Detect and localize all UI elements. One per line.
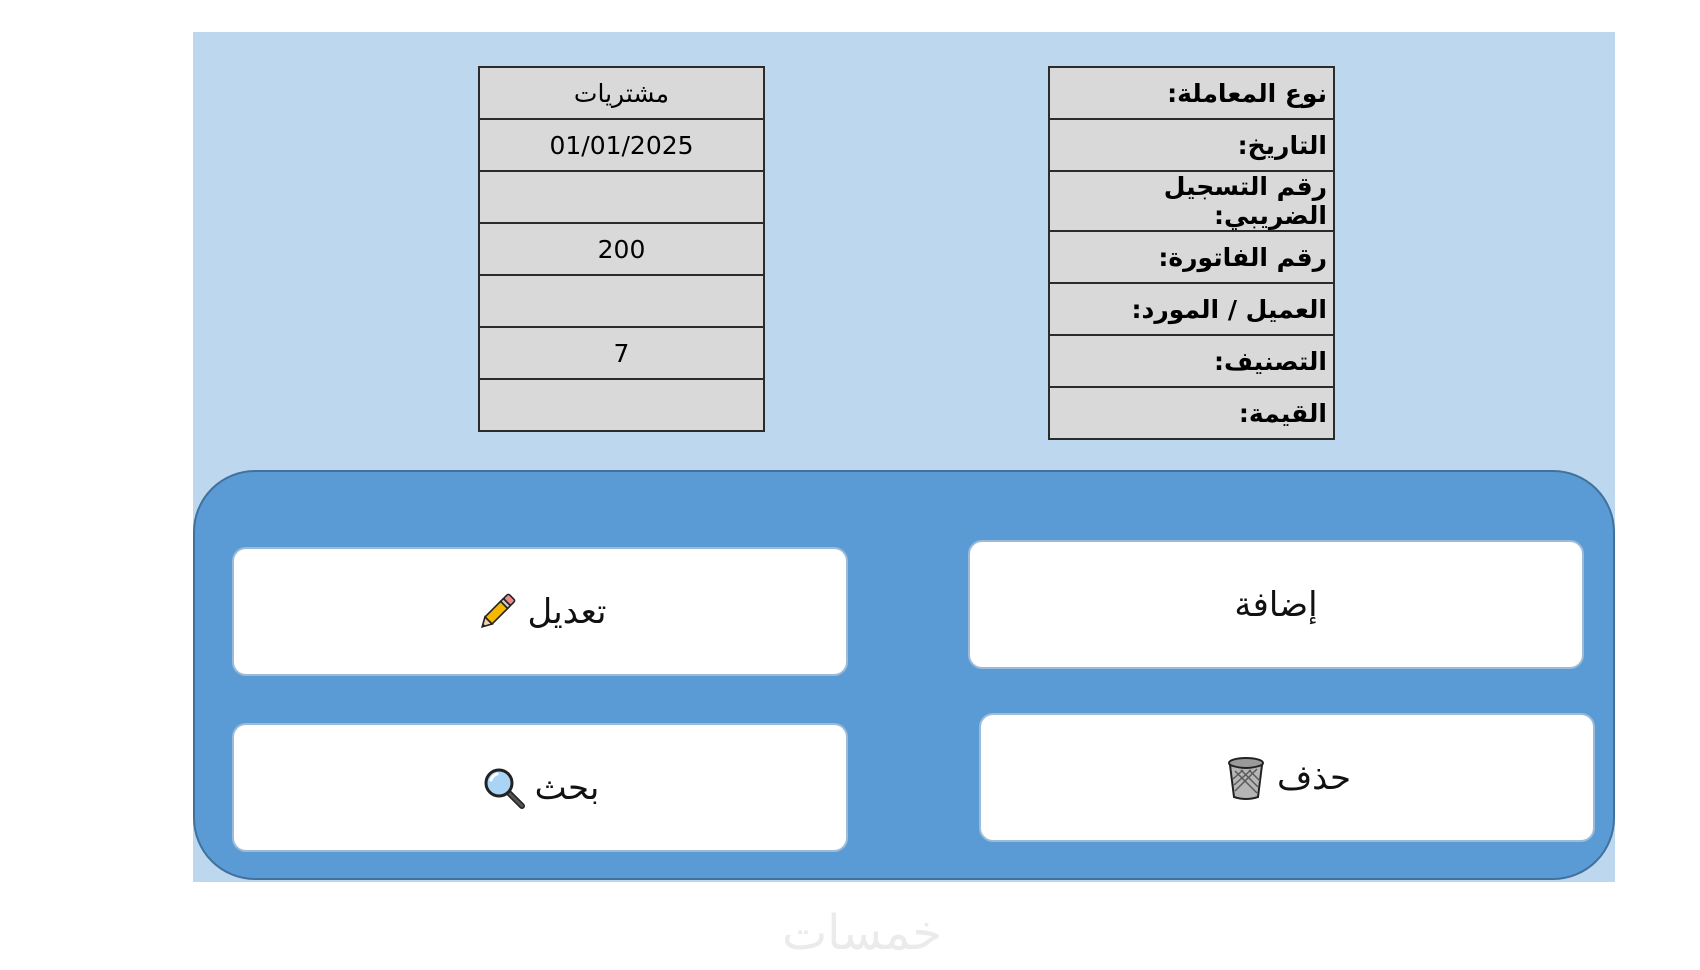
table-row — [479, 327, 764, 379]
label-value: :القيمة — [1049, 387, 1334, 439]
edit-button-label: تعديل — [527, 591, 607, 632]
search-button-label: بحث — [534, 767, 600, 808]
label-customer-supplier: العميل / المورد: — [1049, 283, 1334, 335]
field-customer-supplier[interactable] — [479, 275, 764, 327]
form-values-table — [478, 66, 765, 432]
edit-button[interactable] — [232, 547, 848, 676]
field-invoice-number[interactable]: 200 — [479, 223, 764, 275]
field-tax-number[interactable] — [479, 171, 764, 223]
field-transaction-type[interactable]: مشتريات — [479, 67, 764, 119]
table-row — [1049, 335, 1334, 387]
trash-can-icon — [1223, 755, 1269, 801]
delete-button-label: حذف — [1276, 757, 1352, 798]
label-invoice-number: رقم الفاتورة: — [1049, 231, 1334, 283]
table-row — [479, 275, 764, 327]
label-category: التصنيف: — [1049, 335, 1334, 387]
label-transaction-type: نوع المعاملة: — [1049, 67, 1334, 119]
magnifier-icon — [481, 765, 527, 811]
pencil-icon — [474, 589, 520, 635]
field-value[interactable] — [479, 379, 764, 431]
add-button[interactable] — [968, 540, 1584, 669]
table-row — [479, 223, 764, 275]
table-row — [1049, 119, 1334, 171]
field-date[interactable]: 01/01/2025 — [479, 119, 764, 171]
table-row — [479, 67, 764, 119]
table-row — [1049, 67, 1334, 119]
table-row — [1049, 171, 1334, 231]
label-date: التاريخ: — [1049, 119, 1334, 171]
form-labels-table — [1048, 66, 1335, 440]
table-row — [1049, 231, 1334, 283]
table-row — [479, 379, 764, 431]
watermark: خمسات — [781, 905, 943, 961]
add-button-label: إضافة — [1234, 584, 1318, 625]
search-button[interactable] — [232, 723, 848, 852]
table-row — [479, 119, 764, 171]
delete-button[interactable] — [979, 713, 1595, 842]
table-row — [1049, 283, 1334, 335]
table-row — [479, 171, 764, 223]
field-category[interactable]: 7 — [479, 327, 764, 379]
label-tax-number: رقم التسجيل الضريبي: — [1049, 171, 1334, 231]
table-row — [1049, 387, 1334, 439]
